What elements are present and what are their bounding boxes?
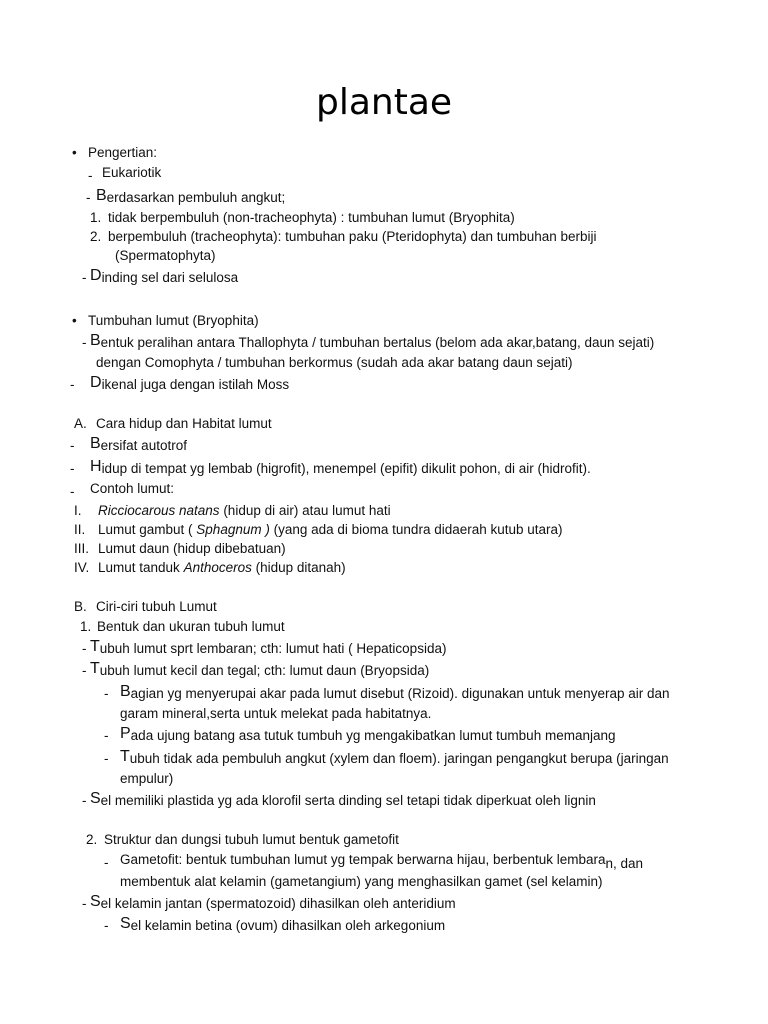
example-item: II. Lumut gambut ( Sphagnum ) (yang ada di bioma tundra didaerah kutub utara)	[74, 522, 563, 537]
list-item: - Sel memiliki plastida yg ada klorofil serta dinding sel tetapi tidak diperkuat oleh lignin	[82, 790, 596, 808]
bullet: •	[72, 313, 77, 328]
list-item: - Dikenal juga dengan istilah Moss	[70, 374, 290, 392]
example-item: III. Lumut daun (hidup dibebatuan)	[74, 541, 286, 556]
list-item: 1. tidak berpembuluh (non-tracheophyta) : tumbuhan lumut (Bryophita)	[90, 210, 515, 225]
section-b-heading: B. Ciri-ciri tubuh Lumut	[74, 599, 217, 614]
list-item-continuation: empulur)	[120, 771, 174, 786]
section-tumbuhan-lumut-heading	[72, 313, 259, 329]
list-item: - Bagian yg menyerupai akar pada lumut disebut (Rizoid). digunakan untuk menyerap air dan	[104, 683, 670, 701]
list-item: - Bersifat autotrof	[70, 435, 187, 453]
list-item: - Eukariotik	[88, 165, 162, 183]
section-pengertian-heading	[72, 145, 157, 161]
list-item-continuation: garam mineral,serta untuk melekat pada habitatnya.	[120, 706, 432, 721]
bullet: •	[72, 145, 77, 160]
list-item: - Hidup di tempat yg lembab (higrofit), menempel (epifit) dikulit pohon, di air (hidrofit).	[70, 458, 591, 476]
list-item: - Sel kelamin jantan (spermatozoid) dihasilkan oleh anteridium	[82, 893, 456, 911]
subsection-2-heading: 2. Struktur dan dungsi tubuh lumut bentuk gametofit	[86, 832, 399, 847]
heading-text: Tumbuhan lumut (Bryophita)	[88, 313, 259, 328]
list-item-continuation: membentuk alat kelamin (gametangium) yang menghasilkan gamet (sel kelamin)	[120, 874, 603, 889]
list-item: - Pada ujung batang asa tutuk tumbuh yg mengakibatkan lumut tumbuh memanjang	[104, 725, 616, 743]
list-item: 2. berpembuluh (tracheophyta): tumbuhan paku (Pteridophyta) dan tumbuhan berbiji	[90, 229, 597, 244]
list-item: - Tubuh lumut kecil dan tegal; cth: lumut daun (Bryopsida)	[82, 660, 430, 678]
list-item: - Berdasarkan pembuluh angkut;	[86, 187, 286, 205]
heading-text: Pengertian:	[88, 145, 158, 160]
list-item: - Sel kelamin betina (ovum) dihasilkan oleh arkegonium	[104, 915, 446, 933]
list-item: - Bentuk peralihan antara Thallophyta / tumbuhan bertalus (belom ada akar,batang, daun sejati)	[82, 332, 655, 350]
page-title: plantae	[315, 82, 453, 123]
section-a-heading: A. Cara hidup dan Habitat lumut	[74, 416, 272, 431]
list-item-continuation: dengan Comophyta / tumbuhan berkormus (sudah ada akar batang daun sejati)	[96, 355, 573, 370]
subsection-1-heading: 1. Bentuk dan ukuran tubuh lumut	[80, 619, 285, 634]
list-item: - Gametofit: bentuk tumbuhan lumut yg tempak berwarna hijau, berbentuk lembaran, dan	[104, 852, 644, 871]
example-item: I. Ricciocarous natans (hidup di air) atau lumut hati	[74, 503, 391, 518]
list-item-continuation: (Spermatophyta)	[115, 248, 216, 263]
list-item: - Tubuh lumut sprt lembaran; cth: lumut hati ( Hepaticopsida)	[82, 638, 447, 656]
list-item: - Contoh lumut:	[70, 481, 175, 499]
list-item: - Tubuh tidak ada pembuluh angkut (xylem dan floem). jaringan pengangkut berupa (jaringan	[104, 748, 669, 766]
example-item: IV. Lumut tanduk Anthoceros (hidup ditanah)	[74, 560, 346, 575]
list-item: - Dinding sel dari selulosa	[82, 267, 239, 285]
